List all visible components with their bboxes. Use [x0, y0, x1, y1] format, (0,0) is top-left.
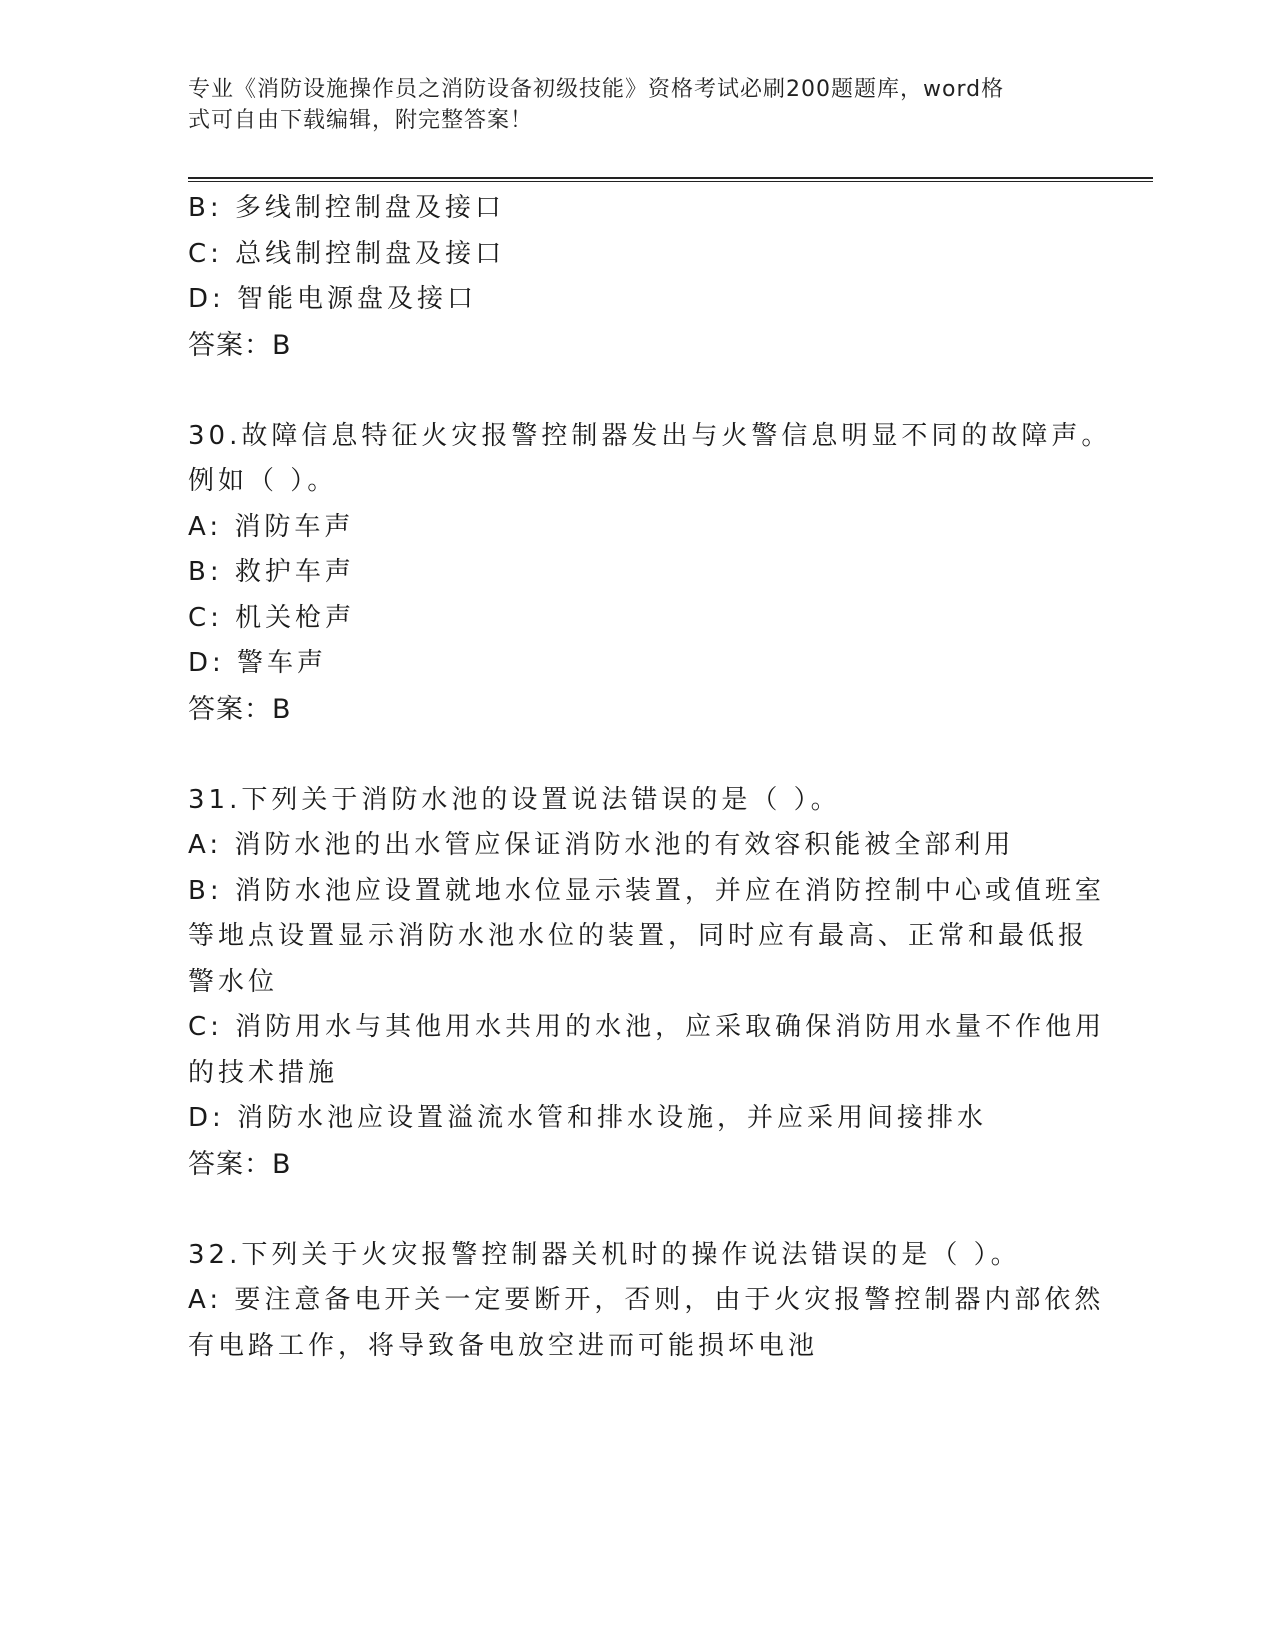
page-header — [188, 74, 1068, 136]
option-c-cont: 的技术措施 — [188, 1057, 339, 1088]
option-b: B: 消防水池应设置就地水位显示装置，并应在消防控制中心或值班室 — [188, 875, 1105, 906]
question-stem-cont: 例如（ ）。 — [188, 466, 338, 496]
option-b: B: 多线制控制盘及接口 — [188, 193, 505, 223]
question-stem: 31.下列关于消防水池的设置说法错误的是（ ）。 — [188, 784, 841, 815]
option-b-cont: 等地点设置显示消防水池水位的装置，同时应有最高、正常和最低报 — [188, 921, 1089, 951]
spacer — [188, 732, 1088, 778]
answer: 答案：B — [188, 693, 292, 725]
question-29-fragment — [188, 186, 1088, 368]
option-a: A: 要注意备电开关一定要断开，否则，由于火灾报警控制器内部依然 — [188, 1285, 1105, 1315]
question-32 — [188, 1233, 1105, 1370]
header-divider — [188, 177, 1153, 182]
option-a-cont: 有电路工作，将导致备电放空进而可能损坏电池 — [188, 1330, 819, 1361]
question-30 — [188, 414, 1112, 733]
option-a: A: 消防水池的出水管应保证消防水池的有效容积能被全部利用 — [188, 830, 1015, 860]
question-31 — [188, 778, 1106, 1188]
header-line-2: 式可自由下载编辑，附完整答案！ — [188, 108, 534, 133]
question-content — [188, 186, 1112, 1369]
answer: 答案：B — [188, 329, 292, 361]
spacer — [188, 368, 1088, 414]
option-d: D: 智能电源盘及接口 — [188, 284, 478, 314]
option-d: D: 警车声 — [188, 648, 328, 678]
option-d: D: 消防水池应设置溢流水管和排水设施，并应采用间接排水 — [188, 1103, 988, 1133]
option-a: A: 消防车声 — [188, 511, 355, 542]
option-c: C: 机关枪声 — [188, 602, 356, 633]
header-line-1: 专业《消防设施操作员之消防设备初级技能》资格考试必刷200题题库，word格 — [188, 77, 1005, 102]
option-c: C: 消防用水与其他用水共用的水池，应采取确保消防用水量不作他用 — [188, 1012, 1106, 1042]
spacer — [188, 1187, 1088, 1233]
question-stem: 32.下列关于火灾报警控制器关机时的操作说法错误的是（ ）。 — [188, 1239, 1021, 1270]
option-b: B: 救护车声 — [188, 557, 355, 587]
answer: 答案：B — [188, 1148, 292, 1180]
question-stem: 30.故障信息特征火灾报警控制器发出与火警信息明显不同的故障声。 — [188, 420, 1112, 451]
option-c: C: 总线制控制盘及接口 — [188, 238, 506, 269]
option-b-cont: 警水位 — [188, 966, 279, 997]
